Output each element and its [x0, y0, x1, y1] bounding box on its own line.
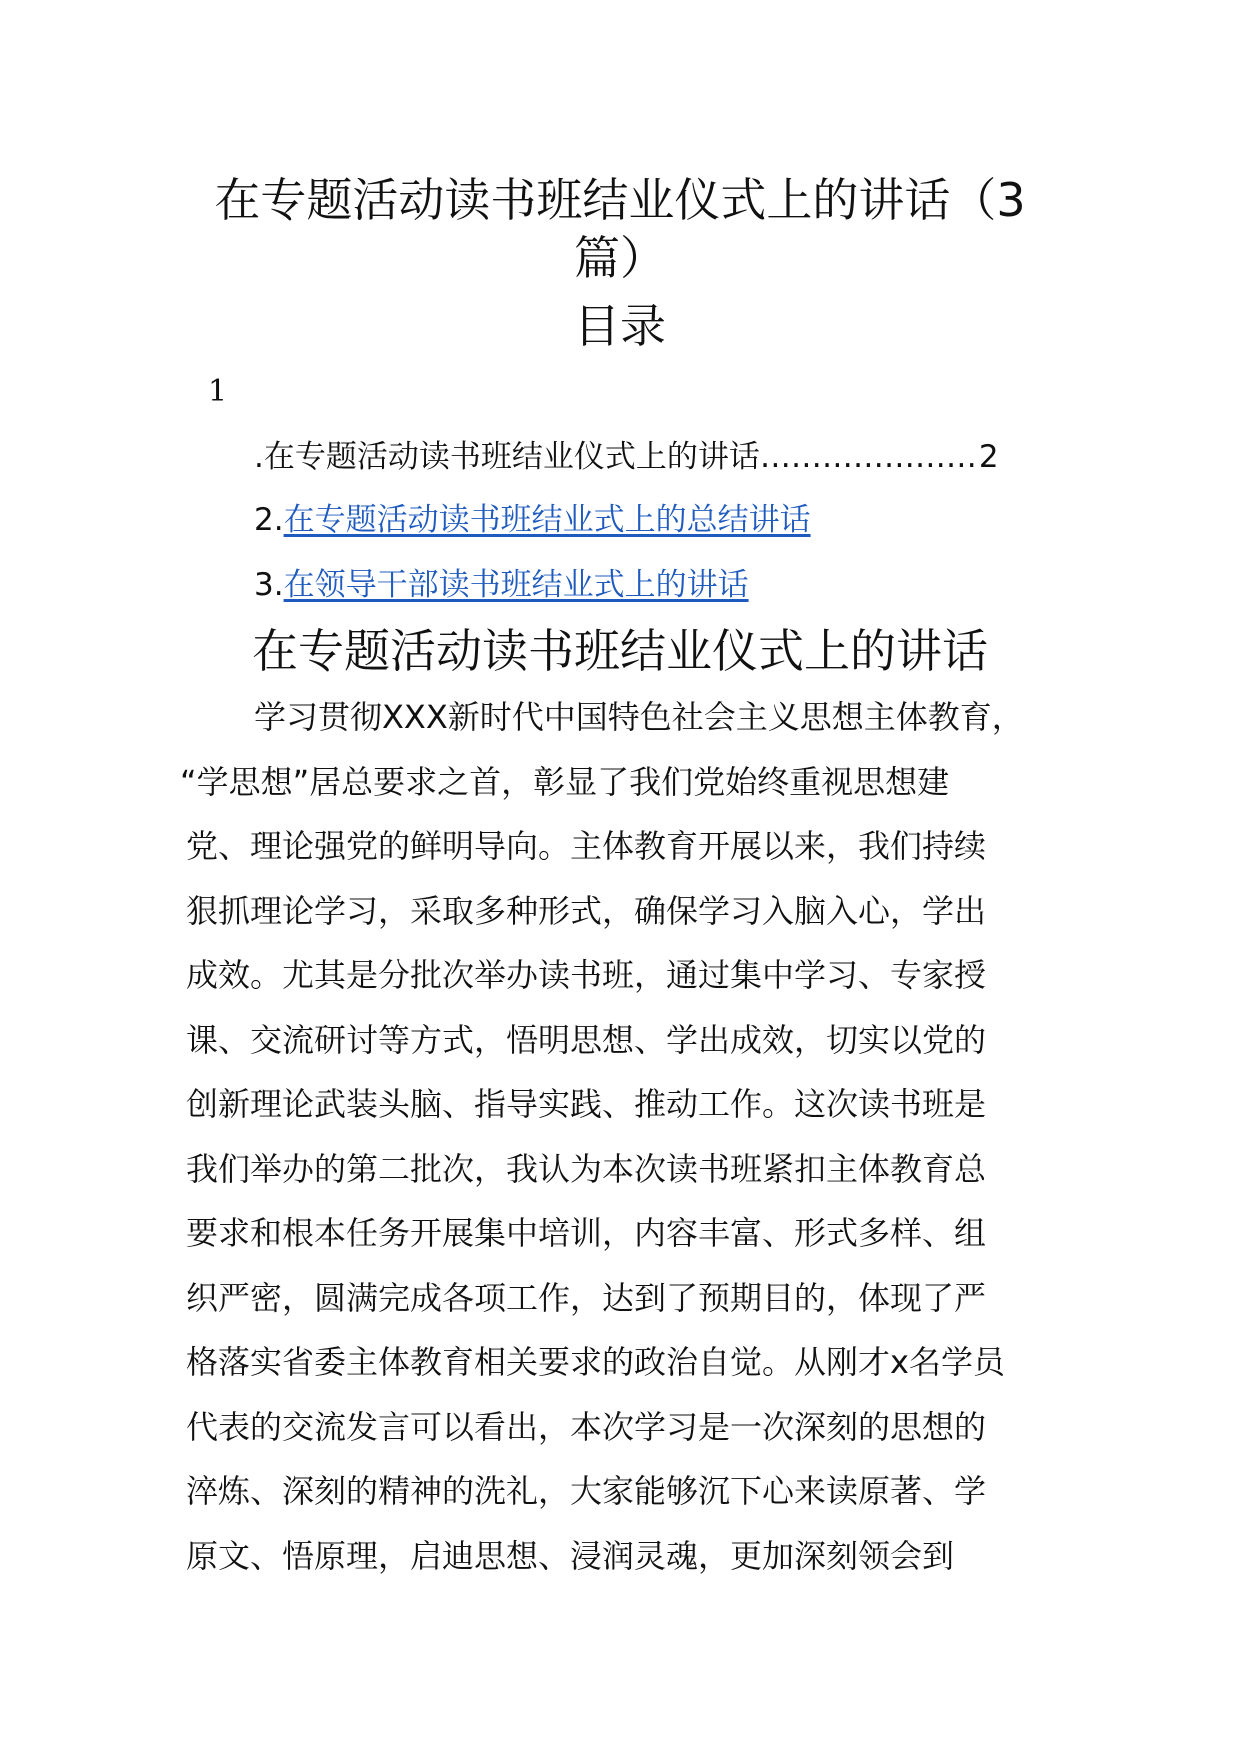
toc-heading: 目录	[574, 299, 666, 353]
body-text	[180, 685, 1056, 1588]
toc-entry-1-page: 2	[978, 439, 999, 475]
body-line: 要求和根本任务开展集中培训，内容丰富、形式多样、组	[186, 1214, 987, 1252]
body-line: 我们举办的第二批次，我认为本次读书班紧扣主体教育总	[186, 1149, 987, 1188]
toc-entry-2-prefix: 2.	[254, 502, 284, 538]
toc-entry-3-prefix: 3.	[254, 567, 284, 603]
body-line: 党、理论强党的鲜明导向。主体教育开展以来，我们持续	[186, 827, 987, 865]
section-title: 在专题活动读书班结业仪式上的讲话	[252, 624, 988, 678]
document-title-line-2: 篇）	[574, 231, 666, 285]
toc-entry-2	[254, 499, 811, 541]
body-line: 成效。尤其是分批次举办读书班，通过集中学习、专家授	[186, 956, 987, 994]
body-line: 学习贯彻XXX新时代中国特色社会主义思想主体教育，	[254, 698, 1024, 736]
document-title-line-1: 在专题活动读书班结业仪式上的讲话（3	[214, 173, 1026, 227]
body-line: “学思想”居总要求之首，彰显了我们党始终重视思想建	[180, 762, 950, 801]
body-line: 狠抓理论学习，采取多种形式，确保学习入脑入心，学出	[186, 891, 987, 930]
toc-entry-number: 1	[208, 374, 228, 409]
toc-entry-1-text: .在专题活动读书班结业仪式上的讲话	[254, 439, 760, 475]
body-line: 原文、悟原理，启迪思想、浸润灵魂，更加深刻领会到	[186, 1536, 955, 1575]
body-line: 代表的交流发言可以看出，本次学习是一次深刻的思想的	[186, 1407, 987, 1446]
toc-entry-3	[254, 564, 749, 606]
body-line: 淬炼、深刻的精神的洗礼，大家能够沉下心来读原著、学	[186, 1472, 987, 1510]
body-line: 创新理论武装头脑、指导实践、推动工作。这次读书班是	[186, 1085, 987, 1123]
body-line: 织严密，圆满完成各项工作，达到了预期目的，体现了严	[186, 1278, 987, 1317]
toc-entry-1[interactable]	[254, 436, 999, 478]
toc-entry-3-link[interactable]: 在领导干部读书班结业式上的讲话	[283, 567, 749, 603]
toc-entry-2-link[interactable]: 在专题活动读书班结业式上的总结讲话	[283, 502, 811, 538]
body-line: 课、交流研讨等方式，悟明思想、学出成效，切实以党的	[186, 1020, 987, 1059]
body-line: 格落实省委主体教育相关要求的政治自觉。从刚才x名学员	[186, 1343, 1005, 1381]
toc-entry-1-leader: …………………	[759, 439, 977, 475]
